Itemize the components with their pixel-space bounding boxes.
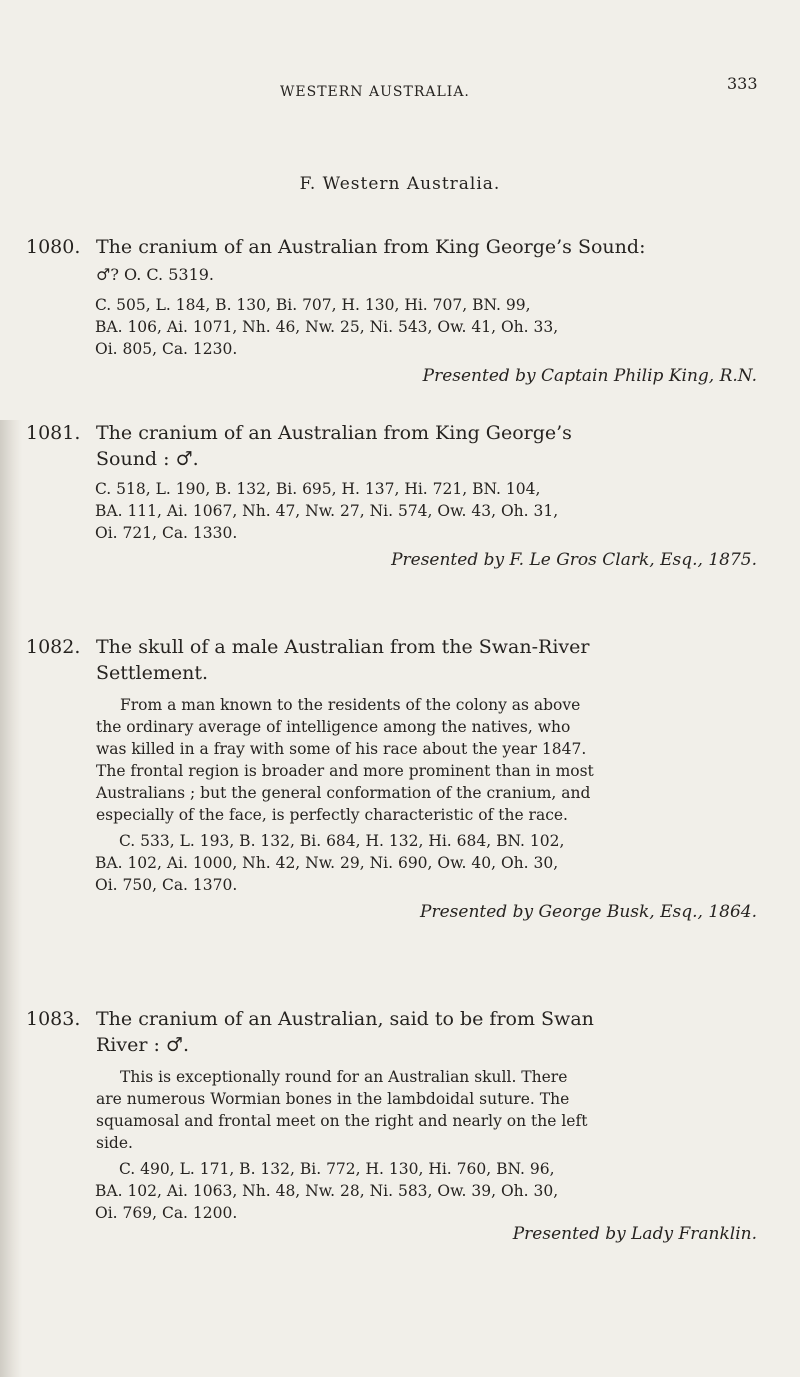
presenter-credit: Presented by Captain Philip King, R.N. [422,366,757,386]
presenter-credit: Presented by Lady Franklin. [512,1224,757,1244]
measurement-line: BA. 102, Ai. 1063, Nh. 48, Nw. 28, Ni. 583, Ow. 39, Oh. 30, [95,1182,559,1200]
measurement-line: Oi. 750, Ca. 1370. [95,876,238,894]
measurement-line: Oi. 721, Ca. 1330. [95,524,238,542]
measurement-line: BA. 111, Ai. 1067, Nh. 47, Nw. 27, Ni. 574, Ow. 43, Oh. 31, [95,502,559,520]
description-line: From a man known to the residents of the colony as above [120,696,581,714]
entry-title [0,1006,756,1058]
measurements [0,1158,749,1224]
description [0,1066,751,1154]
entry-title [0,634,756,686]
description-line: Australians ; but the general conformation of the cranium, and [96,784,591,802]
entry-title-line: The cranium of an Australian from King George’s [96,422,572,444]
measurement-line: Oi. 769, Ca. 1200. [95,1204,238,1222]
catalogue-entry [0,234,800,386]
section-heading: F. Western Australia. [299,174,501,194]
entry-number: 1083. [26,1008,81,1030]
measurement-line: C. 490, L. 171, B. 132, Bi. 772, H. 130, Hi. 760, BN. 96, [119,1160,555,1178]
catalogue-entry [0,634,800,922]
measurement-line: C. 533, L. 193, B. 132, Bi. 684, H. 132, Hi. 684, BN. 102, [119,832,565,850]
entry-title-line: The cranium of an Australian from King George’s Sound: [96,236,646,258]
page-number: 333 [727,74,758,93]
description-line: side. [96,1134,133,1152]
entry-number: 1080. [26,236,81,258]
entry-title [0,234,756,288]
description-line: are numerous Wormian bones in the lambdoidal suture. The [96,1090,570,1108]
measurement-line: C. 518, L. 190, B. 132, Bi. 695, H. 137, Hi. 721, BN. 104, [95,480,541,498]
entry-title-line: Sound : ♂. [96,448,199,470]
presenter-credit: Presented by F. Le Gros Clark, Esq., 1875. [391,550,757,570]
description [0,694,751,826]
measurement-line: Oi. 805, Ca. 1230. [95,340,238,358]
entry-title-line: The skull of a male Australian from the Swan-River [96,636,590,658]
running-head [0,74,800,106]
entry-title [0,420,756,472]
running-title: WESTERN AUSTRALIA. [280,84,470,100]
description-line: especially of the face, is perfectly characteristic of the race. [96,806,568,824]
catalogue-entry [0,420,800,570]
catalogue-entry [0,1006,800,1244]
measurements [0,294,749,360]
entry-title-line: Settlement. [96,662,209,684]
description-line: was killed in a fray with some of his race about the year 1847. [96,740,587,758]
entry-number: 1082. [26,636,81,658]
measurement-line: C. 505, L. 184, B. 130, Bi. 707, H. 130, Hi. 707, BN. 99, [95,296,531,314]
description-line: the ordinary average of intelligence among the natives, who [96,718,571,736]
description-line: squamosal and frontal meet on the right and nearly on the left [96,1112,588,1130]
measurements [0,478,749,544]
description-line: The frontal region is broader and more prominent than in most [96,762,594,780]
measurement-line: BA. 106, Ai. 1071, Nh. 46, Nw. 25, Ni. 543, Ow. 41, Oh. 33, [95,318,559,336]
specimen-id: ♂? O. C. 5319. [96,265,215,284]
presenter-credit: Presented by George Busk, Esq., 1864. [420,902,757,922]
entry-number: 1081. [26,422,81,444]
entry-title-line: River : ♂. [96,1034,189,1056]
measurement-line: BA. 102, Ai. 1000, Nh. 42, Nw. 29, Ni. 690, Ow. 40, Oh. 30, [95,854,559,872]
description-line: This is exceptionally round for an Australian skull. There [120,1068,568,1086]
measurements [0,830,749,896]
entry-title-line: The cranium of an Australian, said to be from Swan [96,1008,594,1030]
